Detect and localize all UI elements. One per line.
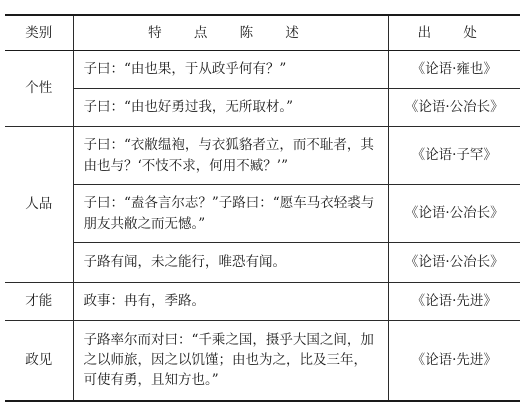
table-row	[5, 127, 520, 185]
table-row	[5, 243, 520, 283]
header-category: 类别	[5, 15, 73, 51]
category-cell: 人品	[5, 127, 73, 283]
quote-table	[5, 14, 520, 402]
source-cell: 《论语·公冶长》	[388, 185, 520, 243]
feature-cell: 子路率尔而对曰：“千乘之国，摄乎大国之间，加之以师旅，因之以饥馑；由也为之，比及三年，可使有勇，且知方也。”	[73, 321, 388, 401]
header-source: 出 处	[388, 15, 520, 51]
table-row	[5, 185, 520, 243]
table-row	[5, 283, 520, 321]
source-cell: 《论语·公冶长》	[388, 243, 520, 283]
source-cell: 《论语·公冶长》	[388, 89, 520, 127]
table-row	[5, 51, 520, 89]
feature-cell: 子路有闻，未之能行，唯恐有闻。	[73, 243, 388, 283]
feature-cell: 政事：冉有，季路。	[73, 283, 388, 321]
category-cell: 才能	[5, 283, 73, 321]
feature-cell: 子曰：“盍各言尔志？”子路曰：“愿车马衣轻裘与朋友共敝之而无憾。”	[73, 185, 388, 243]
source-cell: 《论语·雍也》	[388, 51, 520, 89]
category-cell: 个性	[5, 51, 73, 127]
category-cell: 政见	[5, 321, 73, 401]
source-cell: 《论语·子罕》	[388, 127, 520, 185]
feature-cell: 子曰：“由也好勇过我，无所取材。”	[73, 89, 388, 127]
source-cell: 《论语·先进》	[388, 321, 520, 401]
table-header-row	[5, 15, 520, 51]
feature-cell: 子曰：“衣敝缊袍，与衣狐貉者立，而不耻者，其由也与？‘不忮不求，何用不臧？’”	[73, 127, 388, 185]
header-feature: 特 点 陈 述	[73, 15, 388, 51]
source-cell: 《论语·先进》	[388, 283, 520, 321]
table-row	[5, 89, 520, 127]
table-row	[5, 321, 520, 401]
feature-cell: 子曰：“由也果，于从政乎何有？”	[73, 51, 388, 89]
